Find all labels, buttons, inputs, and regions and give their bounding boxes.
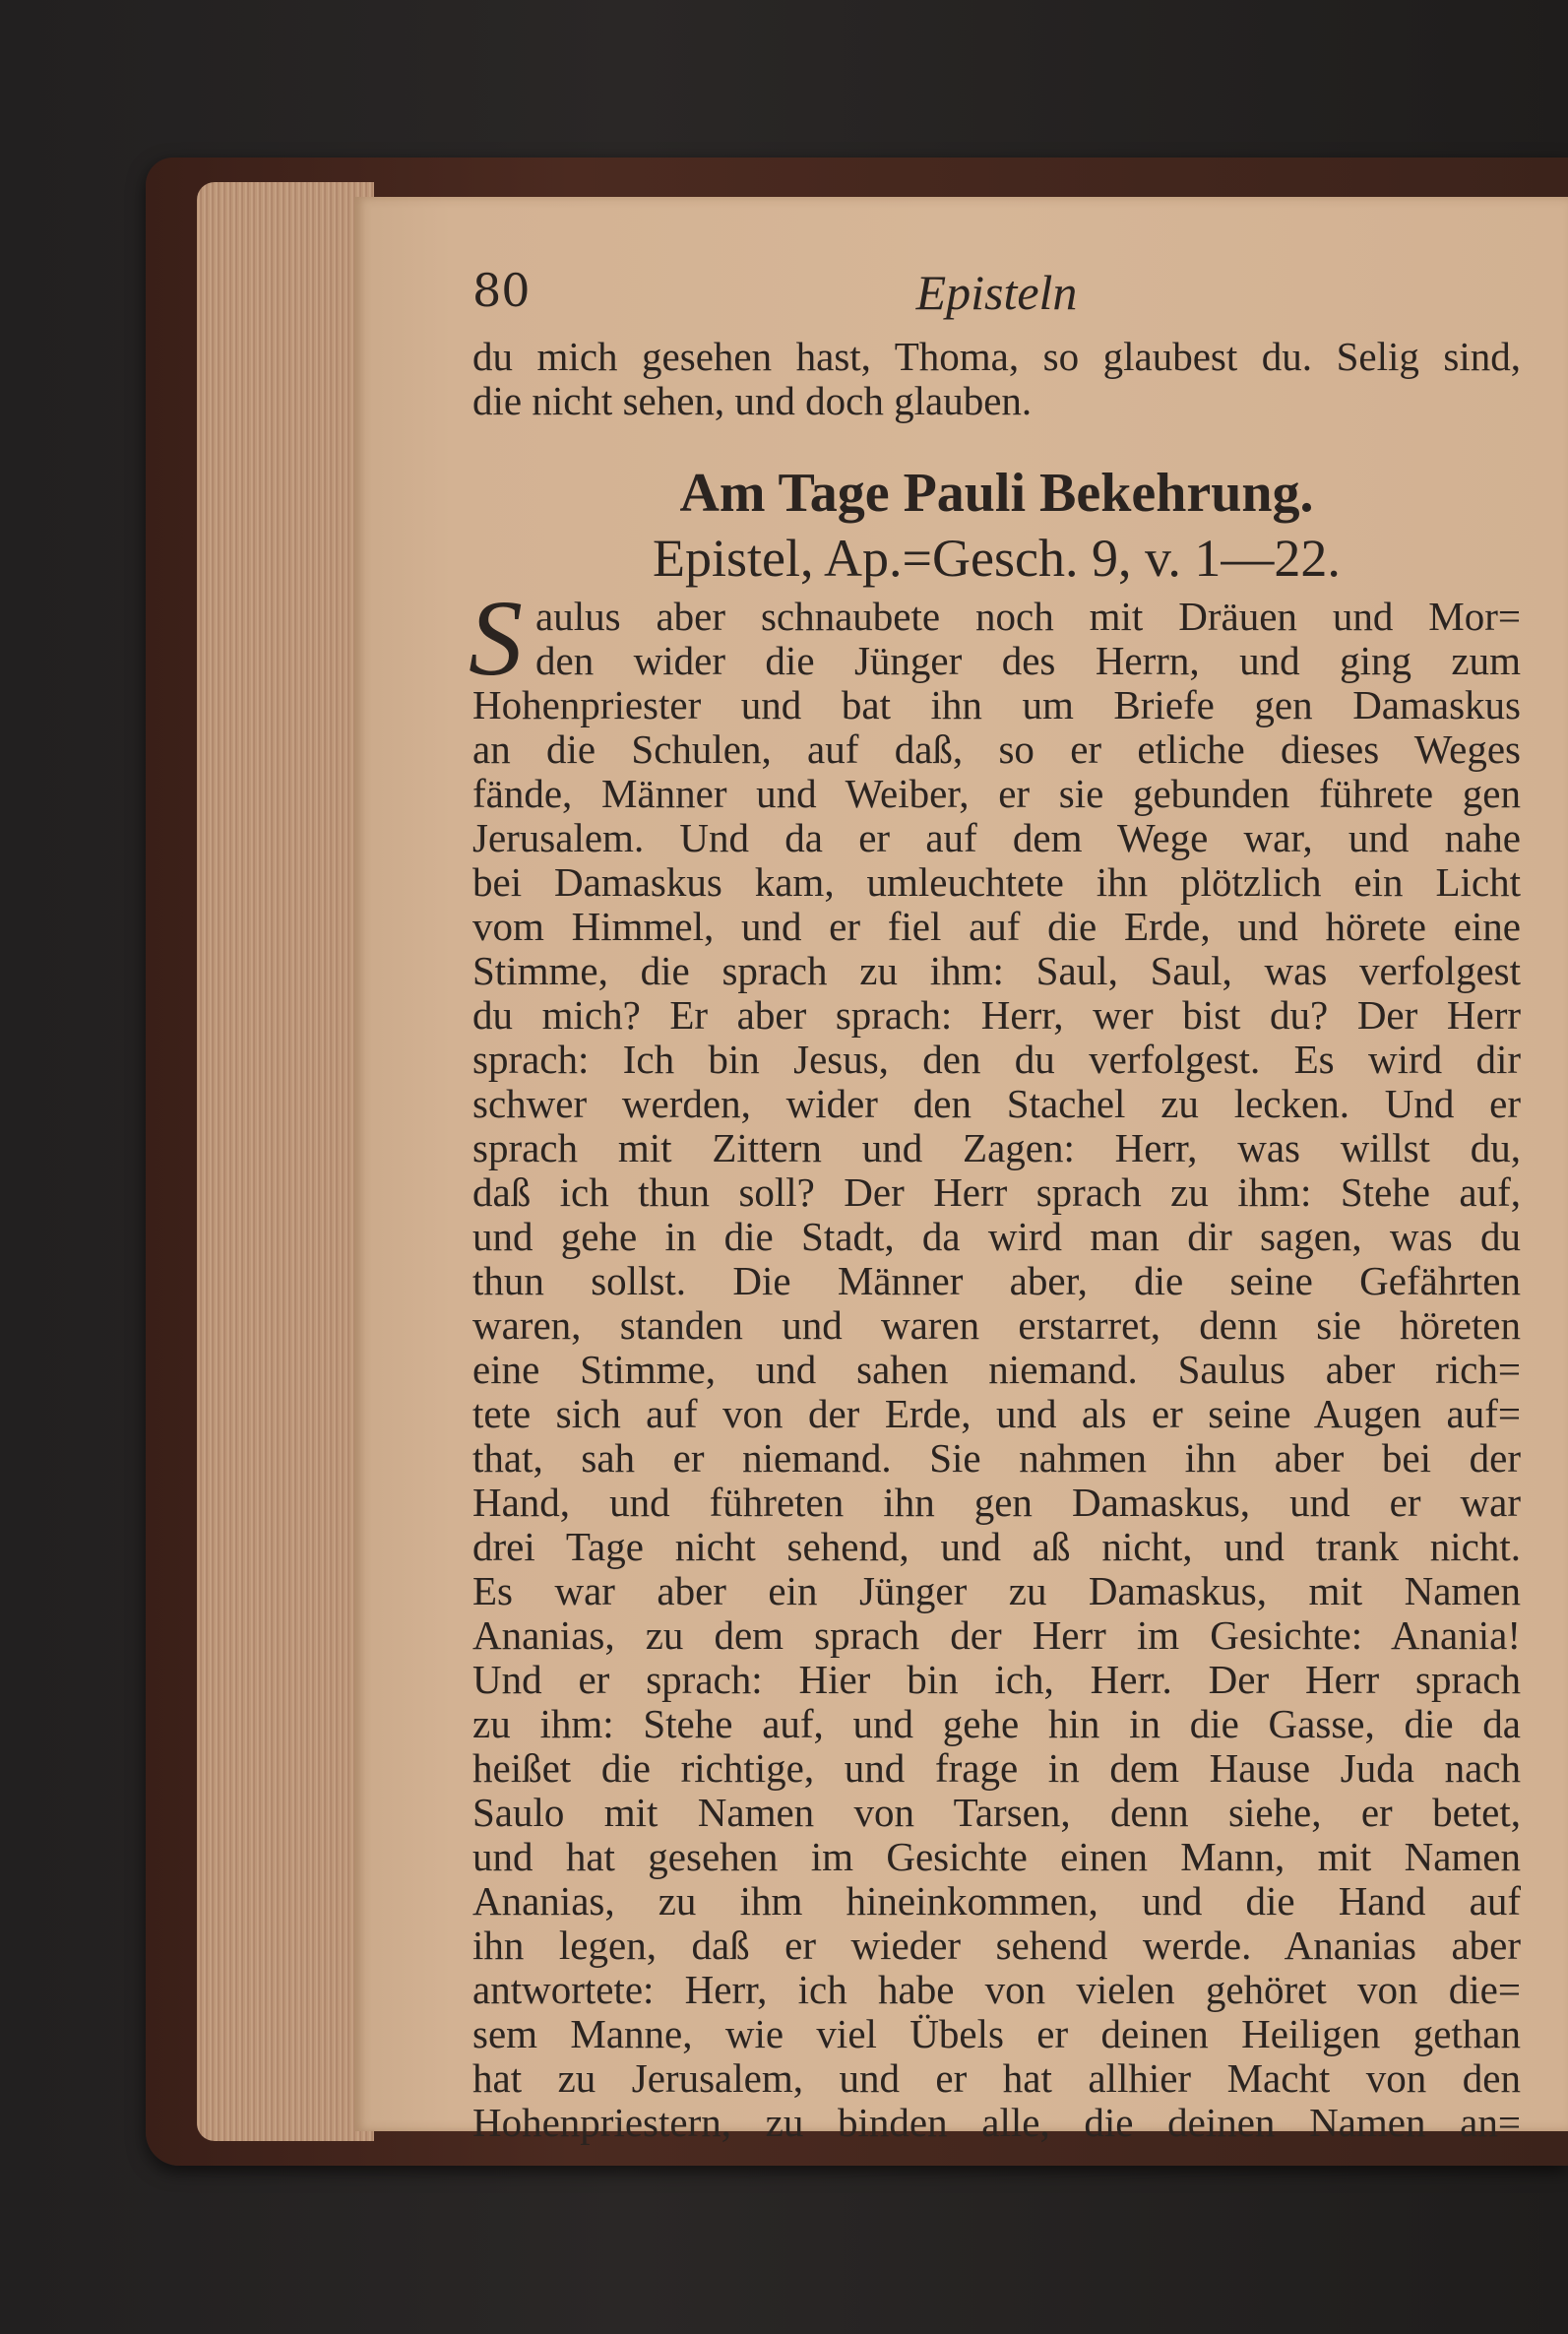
paragraph-start [469, 578, 1521, 698]
text-line: du mich gesehen hast, Thoma, so glaubest du. Selig sind, [472, 335, 1521, 379]
text-line: Es war aber ein Jünger zu Damaskus, mit Namen [472, 1569, 1521, 1613]
text-line: bei Damaskus kam, umleuchtete ihn plötzlich ein Licht [472, 860, 1521, 905]
text-line: sprach: Ich bin Jesus, den du verfolgest. Es wird dir [472, 1038, 1521, 1082]
text-line: antwortete: Herr, ich habe von vielen gehöret von die= [472, 1968, 1521, 2012]
text-line: eine Stimme, und sahen niemand. Saulus aber rich= [472, 1348, 1521, 1392]
section-subheading: Epistel, Ap.=Gesch. 9, v. 1—22. [653, 529, 1341, 588]
text-line: Saulo mit Namen von Tarsen, denn siehe, er betet, [472, 1791, 1521, 1835]
running-title: Episteln [915, 265, 1078, 320]
text-line: hat zu Jerusalem, und er hat allhier Macht von den [472, 2056, 1521, 2101]
section-heading: Am Tage Pauli Bekehrung. [679, 463, 1314, 524]
drop-cap: S [469, 578, 523, 698]
text-line: daß ich thun soll? Der Herr sprach zu ihm: Stehe auf, [472, 1170, 1521, 1215]
text-line: sprach mit Zittern und Zagen: Herr, was willst du, [472, 1126, 1521, 1170]
text-line: Jerusalem. Und da er auf dem Wege war, und nahe [472, 816, 1521, 860]
text-line: Und er sprach: Hier bin ich, Herr. Der Herr sprach [472, 1658, 1521, 1702]
text-line: Hohenpriester und bat ihn um Briefe gen Damaskus [472, 683, 1521, 727]
page-edges [197, 182, 374, 2141]
text-line: und hat gesehen im Gesichte einen Mann, mit Namen [472, 1835, 1521, 1879]
text-line: Stimme, die sprach zu ihm: Saul, Saul, was verfolgest [472, 949, 1521, 993]
book-page [354, 197, 1568, 2145]
text-line: Ananias, zu dem sprach der Herr im Gesichte: Anania! [472, 1613, 1521, 1658]
text-line: Ananias, zu ihm hineinkommen, und die Hand auf [472, 1879, 1521, 1924]
text-line: und gehe in die Stadt, da wird man dir sagen, was du [472, 1215, 1521, 1259]
text-line: fände, Männer und Weiber, er sie gebunden führete gen [472, 772, 1521, 816]
text-line: zu ihm: Stehe auf, und gehe hin in die Gasse, die da [472, 1702, 1521, 1746]
text-line: Hohenpriestern, zu binden alle, die deinen Namen an= [472, 2101, 1521, 2145]
text-line: die nicht sehen, und doch glauben. [472, 379, 1033, 423]
text-line: du mich? Er aber sprach: Herr, wer bist du? Der Herr [472, 993, 1521, 1038]
text-line: drei Tage nicht sehend, und aß nicht, und trank nicht. [472, 1525, 1521, 1569]
text-line: tete sich auf von der Erde, und als er seine Augen auf= [472, 1392, 1521, 1436]
text-line: aulus aber schnaubete noch mit Dräuen und Mor= [535, 595, 1521, 639]
text-line: waren, standen und waren erstarret, denn sie höreten [472, 1303, 1521, 1348]
running-head [472, 246, 1521, 335]
text-line: heißet die richtige, und frage in dem Hause Juda nach [472, 1746, 1521, 1791]
text-line: Hand, und führeten ihn gen Damaskus, und er war [472, 1481, 1521, 1525]
page-number: 80 [472, 264, 531, 317]
page-content [469, 246, 1521, 2145]
text-line: sem Manne, wie viel Übels er deinen Heiligen gethan [472, 2012, 1521, 2056]
text-line: schwer werden, wider den Stachel zu lecken. Und er [472, 1082, 1521, 1126]
text-line: that, sah er niemand. Sie nahmen ihn aber bei der [472, 1436, 1521, 1481]
text-line: thun sollst. Die Männer aber, die seine Gefährten [472, 1259, 1521, 1303]
text-line: den wider die Jünger des Herrn, und ging zum [535, 639, 1521, 683]
text-line: vom Himmel, und er fiel auf die Erde, und hörete eine [472, 905, 1521, 949]
text-line: an die Schulen, auf daß, so er etliche dieses Weges [472, 727, 1521, 772]
text-line: ihn legen, daß er wieder sehend werde. Ananias aber [472, 1924, 1521, 1968]
paragraph-body [472, 683, 1521, 2145]
